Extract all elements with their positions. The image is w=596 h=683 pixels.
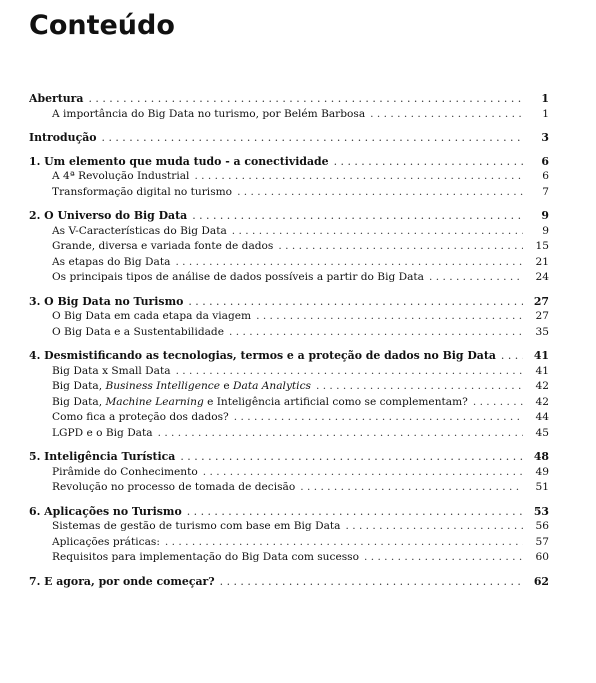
toc-section [29, 130, 549, 146]
subsection-title [52, 239, 278, 255]
toc-subsection-entry[interactable] [29, 535, 549, 551]
dot-leader [158, 426, 523, 442]
title-text: Revolução no processo de tomada de decisão [52, 481, 296, 493]
toc-chapter-entry[interactable] [29, 130, 549, 146]
toc-chapter-entry[interactable] [29, 208, 549, 224]
page-number: 56 [535, 520, 549, 532]
title-text: Requisitos para implementação do Big Data com sucesso [52, 551, 359, 563]
title-text: A 4ª Revolução Industrial [52, 170, 190, 182]
dot-leader [88, 91, 523, 107]
title-text: Big Data, [52, 395, 106, 408]
subsection-title [52, 465, 203, 481]
page-number: 51 [535, 481, 549, 493]
toc-subsection-entry[interactable] [29, 309, 549, 325]
title-text: Big Data, [52, 380, 106, 392]
toc-subsection-entry[interactable] [29, 270, 549, 286]
dot-leader [187, 504, 523, 520]
page-number: 53 [533, 504, 549, 518]
dot-leader [345, 519, 523, 535]
toc-chapter-entry[interactable] [29, 348, 549, 364]
italic-term: Data Analytics [233, 380, 311, 392]
page-number: 44 [535, 411, 549, 423]
dot-leader [429, 270, 523, 286]
chapter-title: Abertura [29, 92, 84, 105]
dot-leader [192, 208, 523, 224]
dot-leader [180, 449, 523, 465]
dot-leader [229, 325, 523, 341]
page-number: 24 [535, 271, 549, 283]
toc-section [29, 208, 549, 286]
toc-chapter-entry[interactable] [29, 574, 549, 590]
dot-leader [300, 480, 523, 496]
title-text: As etapas do Big Data [52, 255, 171, 268]
page-number: 15 [535, 240, 549, 252]
chapter-title: 5. Inteligência Turística [29, 450, 176, 463]
title-text: Pirâmide do Conhecimento [52, 465, 198, 478]
toc-subsection-entry[interactable] [29, 325, 549, 341]
page-number: 9 [541, 209, 549, 222]
title-text: O Big Data em cada etapa da viagem [52, 310, 252, 322]
subsection-title [52, 364, 176, 380]
title-text: Grande, diversa e variada fonte de dados [52, 240, 274, 252]
toc-section [29, 294, 549, 341]
toc-subsection-entry[interactable] [29, 519, 549, 535]
page-number: 27 [535, 310, 549, 322]
dot-leader [102, 130, 523, 146]
subsection-title [52, 169, 194, 185]
subsection-title [52, 224, 232, 240]
page-number: 9 [542, 224, 549, 237]
dot-leader [165, 535, 523, 551]
page-number: 27 [533, 294, 549, 308]
title-text: Transformação digital no turismo [52, 185, 233, 198]
toc-subsection-entry[interactable] [29, 426, 549, 442]
toc-subsection-entry[interactable] [29, 379, 549, 395]
chapter-title: 2. O Universo do Big Data [29, 209, 188, 222]
title-text: Big Data x Small Data [52, 364, 171, 377]
page-number: 62 [533, 574, 549, 588]
subsection-title [52, 519, 345, 535]
subsection-title [52, 185, 237, 201]
toc-subsection-entry[interactable] [29, 410, 549, 426]
dot-leader [175, 255, 523, 271]
dot-leader [501, 348, 523, 364]
toc-chapter-entry[interactable] [29, 294, 549, 310]
dot-leader [278, 239, 523, 255]
toc-chapter-entry[interactable] [29, 449, 549, 465]
subsection-title [52, 379, 316, 395]
page-number: 7 [542, 185, 549, 198]
toc-section [29, 91, 549, 122]
dot-leader [334, 154, 523, 170]
subsection-title [52, 255, 175, 271]
toc-subsection-entry[interactable] [29, 480, 549, 496]
page-number: 49 [535, 465, 549, 478]
toc-subsection-entry[interactable] [29, 255, 549, 271]
title-text: A importância do Big Data no turismo, por Belém Barbosa [52, 107, 366, 120]
toc-section [29, 348, 549, 441]
dot-leader [188, 294, 523, 310]
chapter-title: 1. Um elemento que muda tudo - a conectividade [29, 154, 329, 168]
page-number: 42 [535, 395, 549, 408]
subsection-title [52, 309, 256, 325]
dot-leader [370, 107, 523, 123]
toc-subsection-entry[interactable] [29, 107, 549, 123]
toc-subsection-entry[interactable] [29, 185, 549, 201]
dot-leader [203, 465, 523, 481]
toc-subsection-entry[interactable] [29, 550, 549, 566]
toc-subsection-entry[interactable] [29, 224, 549, 240]
subsection-title [52, 480, 300, 496]
page-number: 48 [533, 450, 549, 463]
chapter-title: Introdução [29, 131, 97, 144]
dot-leader [256, 309, 523, 325]
title-text: e Inteligência artificial como se complementam? [203, 395, 468, 408]
subsection-title [52, 107, 370, 123]
toc-section [29, 449, 549, 496]
dot-leader [364, 550, 523, 566]
page-number: 6 [542, 170, 549, 182]
page-number: 60 [535, 551, 549, 563]
page-number: 35 [535, 325, 549, 338]
dot-leader [194, 169, 523, 185]
dot-leader [237, 185, 523, 201]
title-text: O Big Data e a Sustentabilidade [52, 325, 224, 338]
italic-term: Machine Learning [105, 395, 204, 408]
subsection-title [52, 395, 473, 411]
chapter-title: 3. O Big Data no Turismo [29, 294, 184, 308]
toc-subsection-entry[interactable] [29, 239, 549, 255]
subsection-title [52, 550, 364, 566]
toc-subsection-entry[interactable] [29, 364, 549, 380]
page-number: 57 [535, 535, 549, 548]
page-number: 41 [533, 349, 549, 362]
subsection-title [52, 270, 429, 286]
page-number: 42 [535, 380, 549, 392]
title-text: As V-Características do Big Data [52, 224, 227, 237]
subsection-title [52, 426, 158, 442]
page-number: 3 [541, 131, 549, 144]
italic-term: Business Intelligence [105, 380, 220, 392]
title-text: LGPD e o Big Data [52, 426, 153, 439]
dot-leader [176, 364, 523, 380]
chapter-title: 7. E agora, por onde começar? [29, 574, 215, 588]
page-number: 21 [535, 255, 549, 268]
dot-leader [316, 379, 523, 395]
toc-subsection-entry[interactable] [29, 395, 549, 411]
toc-subsection-entry[interactable] [29, 465, 549, 481]
dot-leader [473, 395, 523, 411]
page-title: Conteúdo [29, 10, 175, 41]
toc-section [29, 504, 549, 566]
title-text: Os principais tipos de análise de dados possíveis a partir do Big Data [52, 271, 424, 283]
table-of-contents [29, 91, 549, 597]
toc-section [29, 154, 549, 201]
toc-chapter-entry[interactable] [29, 504, 549, 520]
title-text: e [220, 380, 234, 392]
page-number: 45 [535, 426, 549, 439]
page-number: 1 [542, 107, 549, 120]
chapter-title: 4. Desmistificando as tecnologias, termos e a proteção de dados no Big Data [29, 349, 496, 362]
toc-chapter-entry[interactable] [29, 154, 549, 170]
toc-section [29, 574, 549, 590]
dot-leader [220, 574, 523, 590]
title-text: Como fica a proteção dos dados? [52, 411, 229, 423]
dot-leader [232, 224, 523, 240]
toc-chapter-entry[interactable] [29, 91, 549, 107]
title-text: Aplicações práticas: [52, 535, 160, 548]
page-number: 1 [541, 92, 549, 105]
dot-leader [234, 410, 523, 426]
page-number: 6 [541, 154, 549, 168]
title-text: Sistemas de gestão de turismo com base em Big Data [52, 520, 341, 532]
page-number: 41 [535, 364, 549, 377]
subsection-title [52, 535, 165, 551]
subsection-title [52, 325, 229, 341]
subsection-title [52, 410, 234, 426]
toc-subsection-entry[interactable] [29, 169, 549, 185]
chapter-title: 6. Aplicações no Turismo [29, 504, 182, 518]
